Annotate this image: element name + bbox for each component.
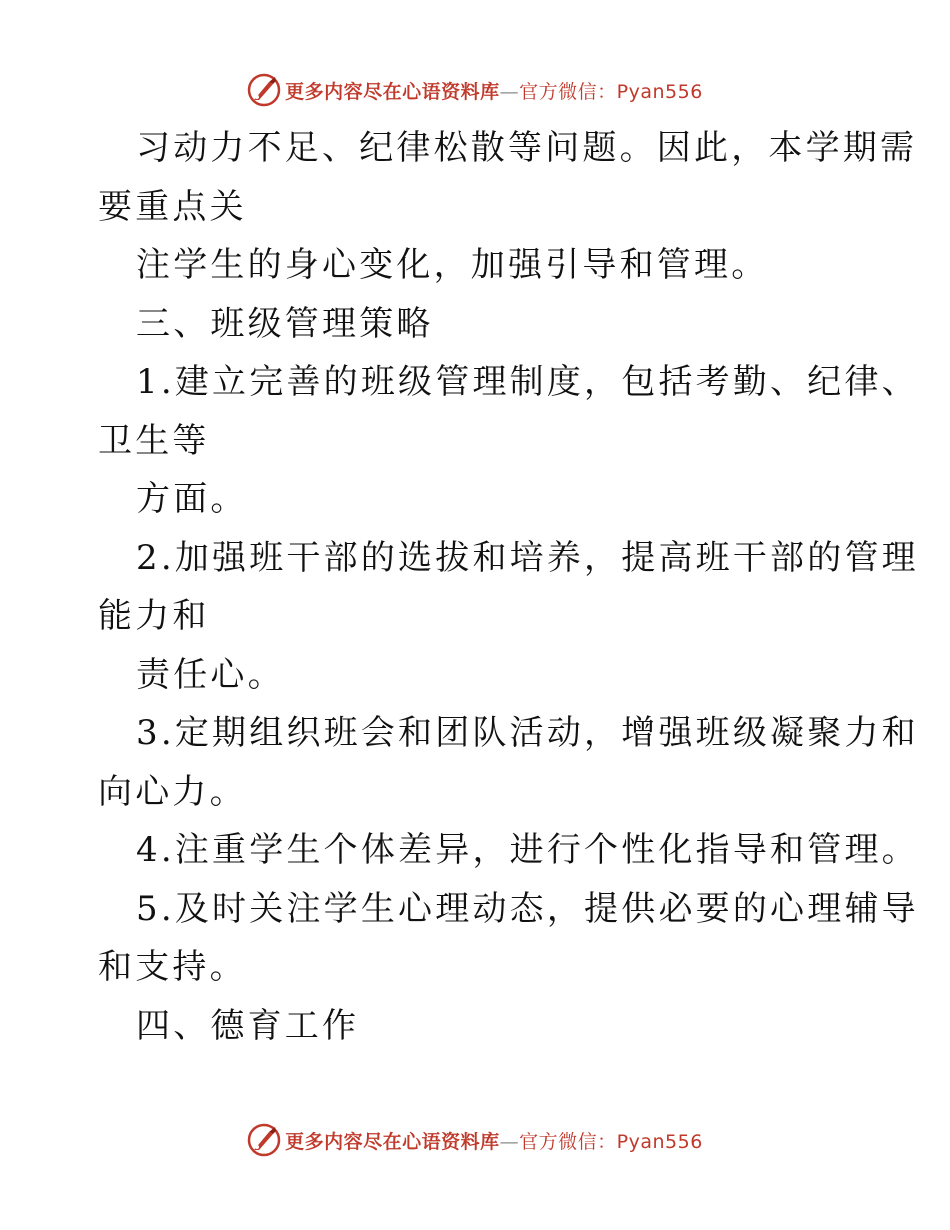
header-wechat-text: 官方微信：Pyan556 (519, 80, 703, 103)
quill-pen-logo-icon (247, 73, 281, 107)
document-body (98, 119, 919, 1055)
list-item: 1.建立完善的班级管理制度，包括考勤、纪律、 (136, 362, 919, 402)
list-item: 2.加强班干部的选拔和培养，提高班干部的管理 (136, 537, 919, 578)
paragraph-line: 和支持。 (98, 947, 247, 987)
header-main-text: 更多内容尽在心语资料库 (285, 80, 500, 103)
paragraph-line: 卫生等 (98, 420, 210, 461)
header-banner (0, 68, 950, 112)
section-heading: 三、班级管理策略 (136, 303, 434, 344)
paragraph-line: 向心力。 (98, 771, 247, 812)
paragraph-line: 注学生的身心变化，加强引导和管理。 (136, 245, 769, 285)
footer-main-text: 更多内容尽在心语资料库 (285, 1130, 500, 1153)
paragraph-line: 责任心。 (136, 654, 285, 695)
section-heading: 四、德育工作 (136, 1005, 360, 1046)
quill-pen-logo-icon (247, 1123, 281, 1157)
footer-wechat-text: 官方微信：Pyan556 (519, 1130, 703, 1153)
paragraph-line: 方面。 (136, 479, 248, 519)
footer-banner (0, 1118, 950, 1162)
paragraph-line: 习动力不足、纪律松散等问题。因此，本学期需 (136, 128, 918, 168)
list-item: 4.注重学生个体差异，进行个性化指导和管理。 (136, 830, 919, 870)
header-separator: — (499, 80, 520, 103)
paragraph-line: 要重点关 (98, 186, 247, 227)
footer-separator: — (499, 1130, 520, 1153)
list-item: 5.及时关注学生心理动态，提供必要的心理辅导 (136, 888, 919, 929)
paragraph-line: 能力和 (98, 596, 210, 636)
list-item: 3.定期组织班会和团队活动，增强班级凝聚力和 (136, 713, 919, 753)
